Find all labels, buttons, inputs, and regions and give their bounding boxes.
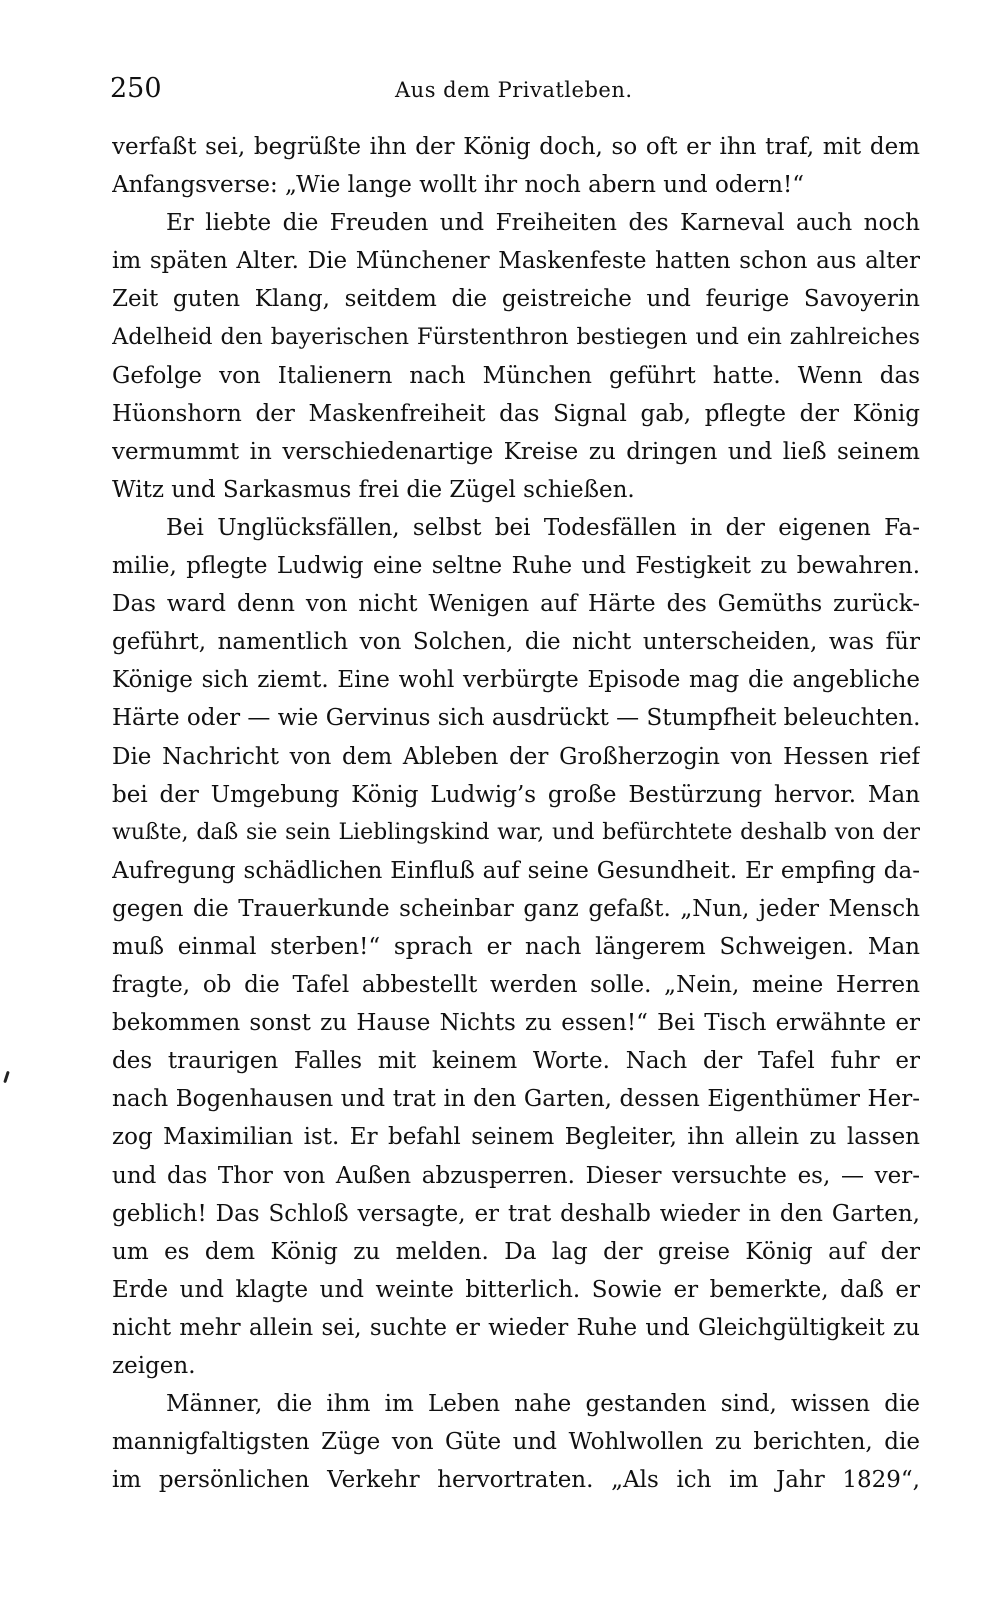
text-line: Hüonshorn der Maskenfreiheit das Signal gab, pflegte der König (112, 400, 920, 427)
text-line: bekommen sonst zu Hause Nichts zu essen!“ Bei Tisch erwähnte er (112, 1010, 920, 1037)
text-line: Das ward denn von nicht Wenigen auf Härte des Gemüths zurück- (112, 591, 920, 618)
text-line: nach Bogenhausen und trat in den Garten, dessen Eigenthümer Her- (112, 1086, 920, 1113)
text-line: um es dem König zu melden. Da lag der greise König auf der (112, 1238, 920, 1265)
text-line: Könige sich ziemt. Eine wohl verbürgte Episode mag die angebliche (112, 667, 920, 694)
text-line: Gefolge von Italienern nach München geführt hatte. Wenn das (112, 362, 920, 389)
text-line: muß einmal sterben!“ sprach er nach längerem Schweigen. Man (112, 933, 920, 960)
text-line: Männer, die ihm im Leben nahe gestanden sind, wissen die (166, 1391, 920, 1418)
stray-ink-mark (3, 1071, 10, 1083)
text-line: und das Thor von Außen abzusperren. Dieser versuchte es, — ver- (112, 1162, 920, 1189)
text-line: zeigen. (112, 1353, 196, 1379)
text-line: im persönlichen Verkehr hervortraten. „Als ich im Jahr 1829“, (112, 1467, 920, 1494)
text-line: Härte oder — wie Gervinus sich ausdrückt — Stumpfheit beleuchten. (112, 705, 920, 732)
running-title: Aus dem Privatleben. (395, 78, 633, 102)
text-line: im späten Alter. Die Münchener Maskenfeste hatten schon aus alter (112, 248, 920, 275)
text-line: wußte, daß sie sein Lieblingskind war, und befürchtete deshalb von der (112, 819, 920, 845)
text-line: Witz und Sarkasmus frei die Zügel schießen. (112, 476, 635, 503)
text-line: Zeit guten Klang, seitdem die geistreiche und feurige Savoyerin (112, 286, 920, 313)
text-line: Bei Unglücksfällen, selbst bei Todesfällen in der eigenen Fa- (166, 514, 920, 541)
text-line: geführt, namentlich von Solchen, die nicht unterscheiden, was für (112, 629, 920, 656)
text-line: bei der Umgebung König Ludwig’s große Bestürzung hervor. Man (112, 781, 920, 808)
text-line: milie, pflegte Ludwig eine seltne Ruhe und Festigkeit zu bewahren. (112, 553, 920, 580)
body-text (112, 128, 920, 1499)
text-line: gegen die Trauerkunde scheinbar ganz gefaßt. „Nun, jeder Mensch (112, 895, 920, 922)
text-line: verfaßt sei, begrüßte ihn der König doch, so oft er ihn traf, mit dem (112, 134, 920, 160)
text-line: Aufregung schädlichen Einfluß auf seine Gesundheit. Er empfing da- (112, 857, 920, 884)
page-number: 250 (110, 73, 162, 104)
text-line: mannigfaltigsten Züge von Güte und Wohlwollen zu berichten, die (112, 1429, 920, 1456)
text-line: Er liebte die Freuden und Freiheiten des Karneval auch noch (166, 210, 920, 237)
text-line: Die Nachricht von dem Ableben der Großherzogin von Hessen rief (112, 743, 920, 770)
text-line: Adelheid den bayerischen Fürstenthron bestiegen und ein zahlreiches (112, 324, 920, 351)
text-line: Anfangsverse: „Wie lange wollt ihr noch abern und odern!“ (112, 172, 804, 199)
running-head (110, 72, 918, 112)
text-line: zog Maximilian ist. Er befahl seinem Begleiter, ihn allein zu lassen (112, 1124, 920, 1151)
text-line: vermummt in verschiedenartige Kreise zu dringen und ließ seinem (112, 438, 920, 465)
text-line: nicht mehr allein sei, suchte er wieder Ruhe und Gleichgültigkeit zu (112, 1314, 920, 1341)
text-line: fragte, ob die Tafel abbestellt werden solle. „Nein, meine Herren (112, 972, 920, 999)
text-line: geblich! Das Schloß versagte, er trat deshalb wieder in den Garten, (112, 1200, 920, 1227)
text-line: Erde und klagte und weinte bitterlich. Sowie er bemerkte, daß er (112, 1276, 920, 1303)
text-line: des traurigen Falles mit keinem Worte. Nach der Tafel fuhr er (112, 1048, 920, 1075)
